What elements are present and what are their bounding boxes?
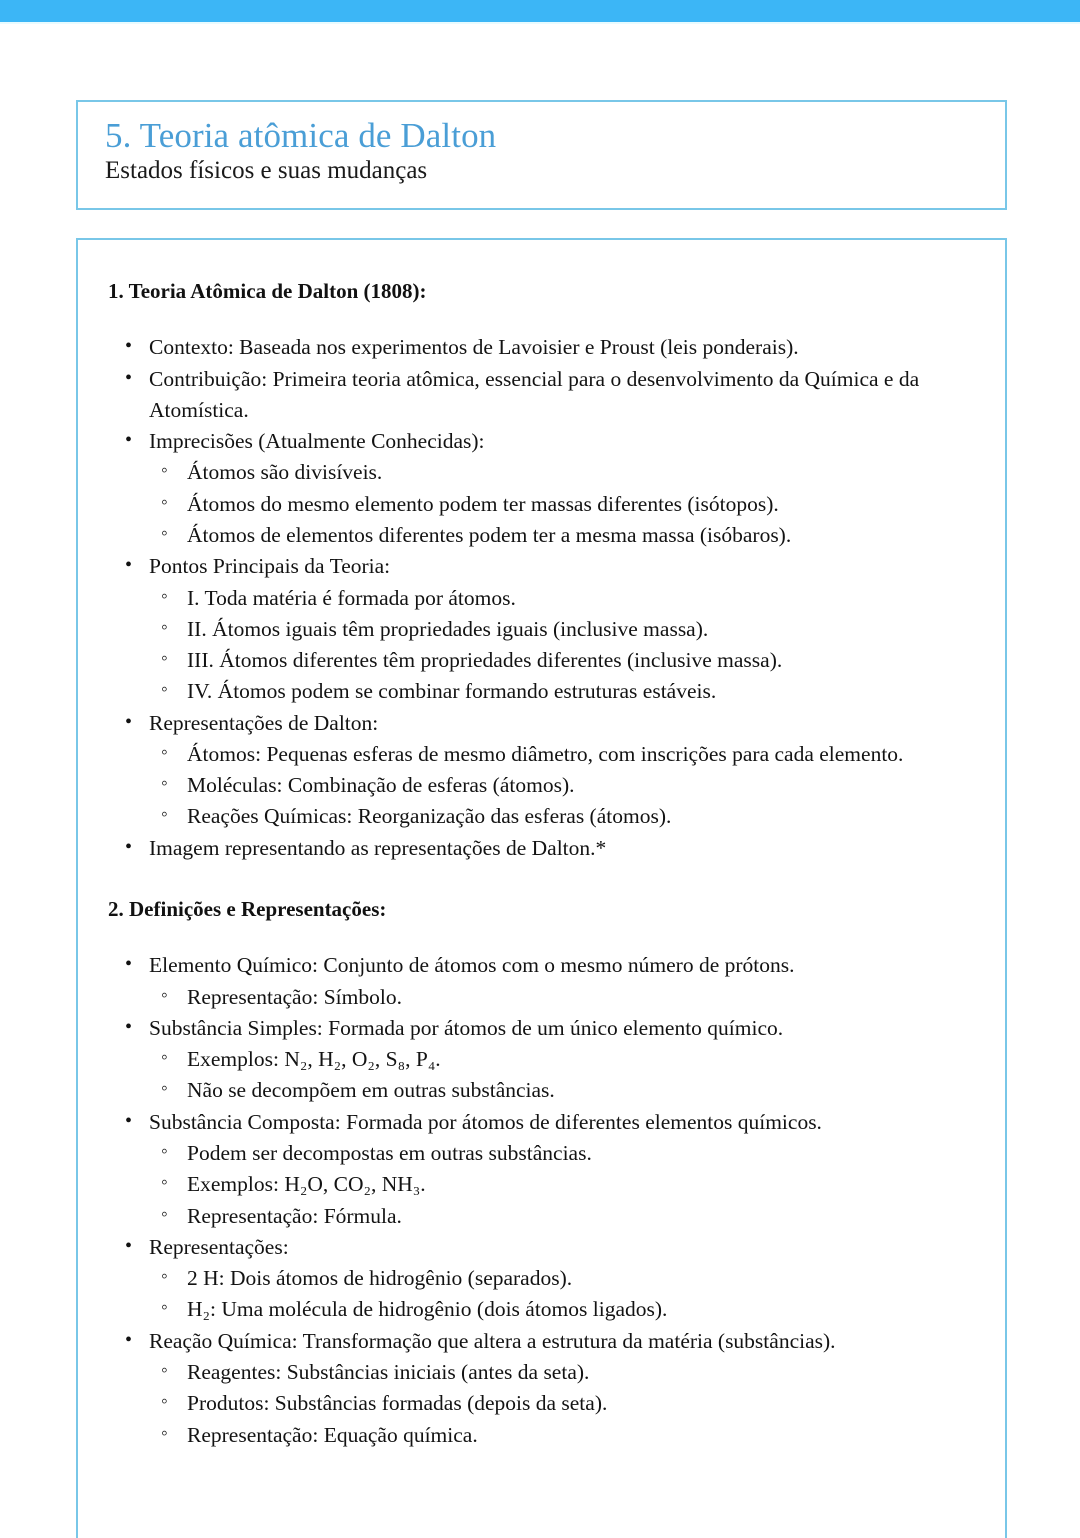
list-item-label: • Representações: (149, 1232, 981, 1263)
sub-list (149, 1044, 981, 1107)
sub-list-item: ◦ II. Átomos iguais têm propriedades iguais (inclusive massa). (149, 614, 981, 645)
list-item (108, 1232, 981, 1326)
sub-list-item: ◦ Produtos: Substâncias formadas (depois da seta). (149, 1388, 981, 1419)
section-2-list (108, 950, 981, 1451)
sub-list-item: ◦ Representação: Fórmula. (149, 1201, 981, 1232)
sub-list (149, 739, 981, 833)
spacer (108, 864, 981, 896)
sub-list-item: ◦ Representação: Equação química. (149, 1420, 981, 1451)
list-item (108, 551, 981, 707)
sub-list (149, 457, 981, 551)
list-item (108, 950, 981, 1013)
top-accent-bar (0, 0, 1080, 22)
list-item-label: • Reação Química: Transformação que altera a estrutura da matéria (substâncias). (149, 1326, 981, 1357)
title-box-content (78, 102, 1005, 186)
list-item-label: • Contribuição: Primeira teoria atômica, essencial para o desenvolvimento da Química e da Atomística. (149, 364, 981, 427)
sub-list-item: ◦ IV. Átomos podem se combinar formando estruturas estáveis. (149, 676, 981, 707)
sub-list-item: ◦ Exemplos: H₂O, CO₂, NH₃. (149, 1169, 981, 1200)
sub-list-item: ◦ Átomos de elementos diferentes podem ter a mesma massa (isóbaros). (149, 520, 981, 551)
sub-list-item: ◦ Átomos do mesmo elemento podem ter massas diferentes (isótopos). (149, 489, 981, 520)
spacer (108, 922, 981, 950)
sub-list (149, 583, 981, 708)
sub-list-item: ◦ III. Átomos diferentes têm propriedades diferentes (inclusive massa). (149, 645, 981, 676)
sub-list-item: ◦ Não se decompõem em outras substâncias. (149, 1075, 981, 1106)
sub-list-item: ◦ Átomos: Pequenas esferas de mesmo diâmetro, com inscrições para cada elemento. (149, 739, 981, 770)
sub-list-item: ◦ Moléculas: Combinação de esferas (átomos). (149, 770, 981, 801)
sub-list (149, 1263, 981, 1326)
spacer (108, 304, 981, 332)
list-item (108, 1326, 981, 1451)
list-item (108, 708, 981, 833)
page-subtitle: Estados físicos e suas mudanças (105, 157, 428, 185)
list-item (108, 332, 981, 363)
sub-list-item: ◦ Podem ser decompostas em outras substâncias. (149, 1138, 981, 1169)
sub-list-item: ◦ Reações Químicas: Reorganização das esferas (átomos). (149, 801, 981, 832)
list-item-label: • Representações de Dalton: (149, 708, 981, 739)
sub-list-item: ◦ 2 H: Dois átomos de hidrogênio (separados). (149, 1263, 981, 1294)
list-item-label: • Imagem representando as representações de Dalton.* (149, 833, 981, 864)
content-box (76, 238, 1007, 1538)
sub-list-item: ◦ Exemplos: N₂, H₂, O₂, S₈, P₄. (149, 1044, 981, 1075)
section-1-list (108, 332, 981, 864)
content-body (78, 240, 1005, 1451)
list-item-label: • Pontos Principais da Teoria: (149, 551, 981, 582)
list-item-label: • Imprecisões (Atualmente Conhecidas): (149, 426, 981, 457)
sub-list-item: ◦ Reagentes: Substâncias iniciais (antes da seta). (149, 1357, 981, 1388)
list-item-label: • Substância Simples: Formada por átomos de um único elemento químico. (149, 1013, 981, 1044)
sub-list-item: ◦ Átomos são divisíveis. (149, 457, 981, 488)
list-item (108, 833, 981, 864)
sub-list (149, 1138, 981, 1232)
list-item (108, 1107, 981, 1232)
page-title: 5. Teoria atômica de Dalton (105, 116, 497, 155)
list-item (108, 426, 981, 551)
section-heading-2: 2. Definições e Representações: (108, 897, 387, 922)
list-item (108, 1013, 981, 1107)
sub-list-item: ◦ H₂: Uma molécula de hidrogênio (dois átomos ligados). (149, 1294, 981, 1325)
list-item (108, 364, 981, 427)
title-box (76, 100, 1007, 210)
list-item-label: • Elemento Químico: Conjunto de átomos com o mesmo número de prótons. (149, 950, 981, 981)
list-item-label: • Contexto: Baseada nos experimentos de Lavoisier e Proust (leis ponderais). (149, 332, 981, 363)
top-accent-underline (0, 22, 1080, 24)
section-heading-1: 1. Teoria Atômica de Dalton (1808): (108, 279, 427, 303)
sub-list-item: ◦ I. Toda matéria é formada por átomos. (149, 583, 981, 614)
sub-list (149, 1357, 981, 1451)
sub-list-item: ◦ Representação: Símbolo. (149, 982, 981, 1013)
sub-list (149, 982, 981, 1013)
list-item-label: • Substância Composta: Formada por átomos de diferentes elementos químicos. (149, 1107, 981, 1138)
